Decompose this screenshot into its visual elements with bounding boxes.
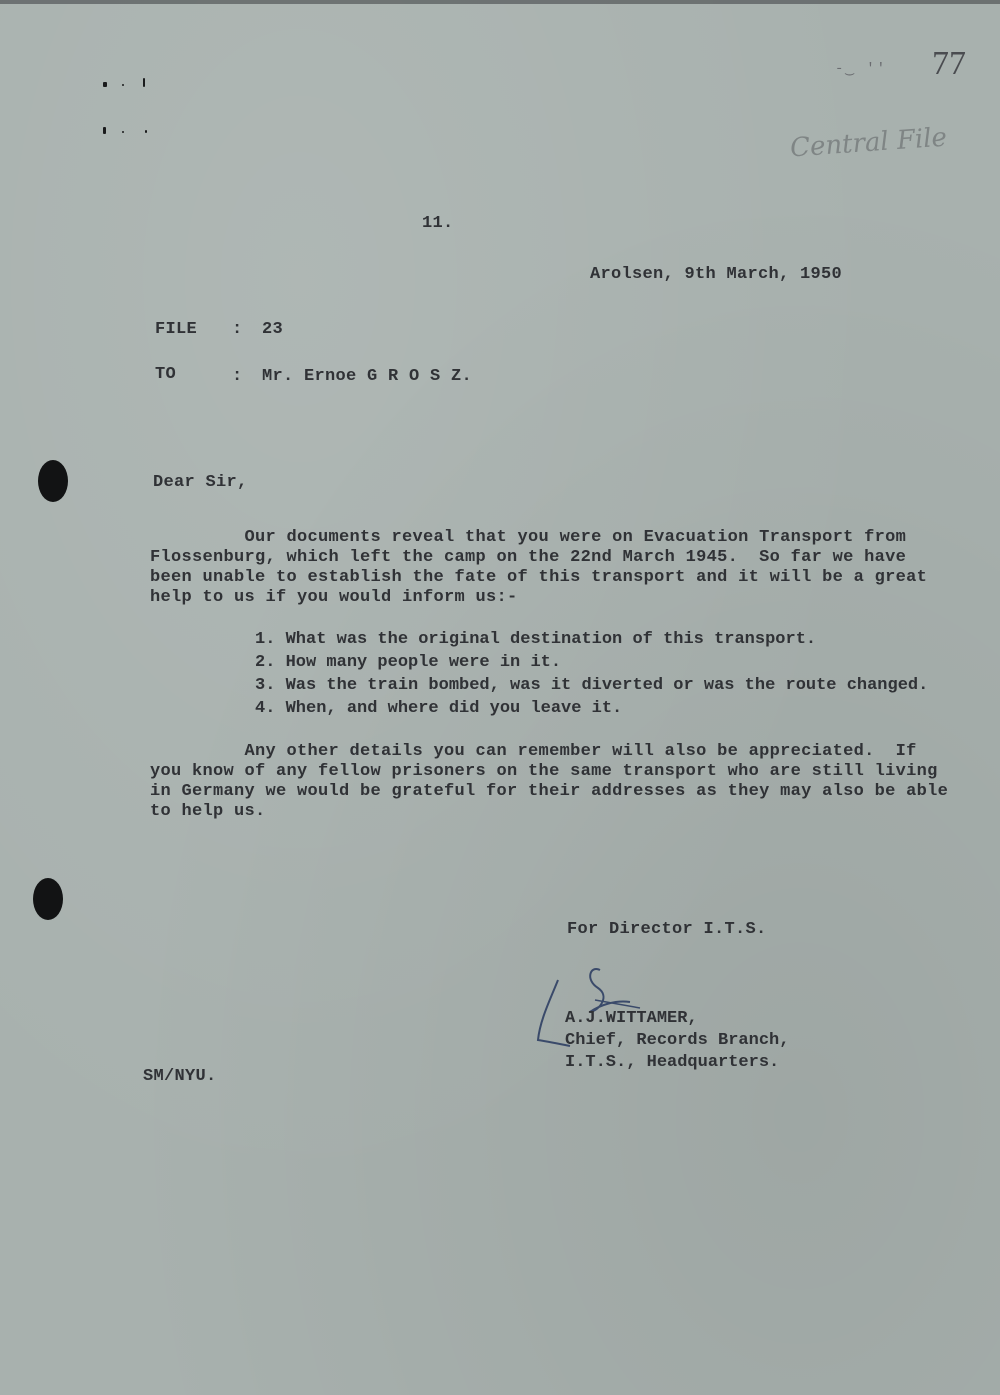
ink-speck (122, 84, 124, 86)
closing-line: For Director I.T.S. (567, 920, 767, 939)
signature-block (565, 1008, 789, 1074)
archive-stamp-mark: -‿ '' (835, 61, 888, 77)
place-and-date: Arolsen, 9th March, 1950 (590, 265, 843, 284)
recipient-name: Mr. Ernoe G R O S Z. (262, 367, 473, 386)
to-label: TO (155, 365, 177, 384)
salutation: Dear Sir, (153, 473, 248, 492)
reference-number: 11. (422, 214, 454, 233)
ink-speck (145, 130, 147, 133)
text-line: Our documents reveal that you were on Evacuation Transport from (150, 528, 907, 547)
ink-speck (143, 78, 145, 87)
text-line: been unable to establish the fate of this transport and it will be a great (150, 568, 928, 587)
punch-hole-top (38, 460, 68, 502)
to-separator: : (232, 367, 243, 386)
list-item: 3. Was the train bombed, was it diverted or was the route changed. (255, 676, 929, 695)
signatory-organization: I.T.S., Headquarters. (565, 1053, 780, 1072)
body-paragraph-1 (150, 528, 950, 608)
signatory-name: A.J.WITTAMER, (565, 1009, 698, 1028)
text-line: in Germany we would be grateful for their addresses as they may also be able (150, 782, 949, 801)
questions-list (255, 628, 928, 720)
ink-speck (103, 82, 107, 87)
list-item: 2. How many people were in it. (255, 653, 562, 672)
page-top-edge (0, 0, 1000, 4)
text-line: to help us. (150, 802, 266, 821)
file-label: FILE (155, 320, 198, 339)
archive-page-number: 77 (932, 45, 966, 82)
text-line: Flossenburg, which left the camp on the 22nd March 1945. So far we have (150, 548, 907, 567)
text-line: help to us if you would inform us:- (150, 588, 518, 607)
ink-speck (103, 127, 106, 134)
handwritten-note: Central File (789, 122, 948, 164)
file-separator: : (232, 320, 243, 339)
list-item: 1. What was the original destination of this transport. (255, 630, 817, 649)
text-line: Any other details you can remember will also be appreciated. If (150, 742, 917, 761)
punch-hole-bottom (33, 878, 63, 920)
reference-initials: SM/NYU. (143, 1067, 217, 1086)
file-number: 23 (262, 320, 284, 339)
list-item: 4. When, and where did you leave it. (255, 699, 623, 718)
ink-speck (122, 131, 124, 133)
text-line: you know of any fellow prisoners on the same transport who are still living (150, 762, 938, 781)
body-paragraph-2 (150, 742, 950, 822)
signatory-title: Chief, Records Branch, (565, 1031, 790, 1050)
